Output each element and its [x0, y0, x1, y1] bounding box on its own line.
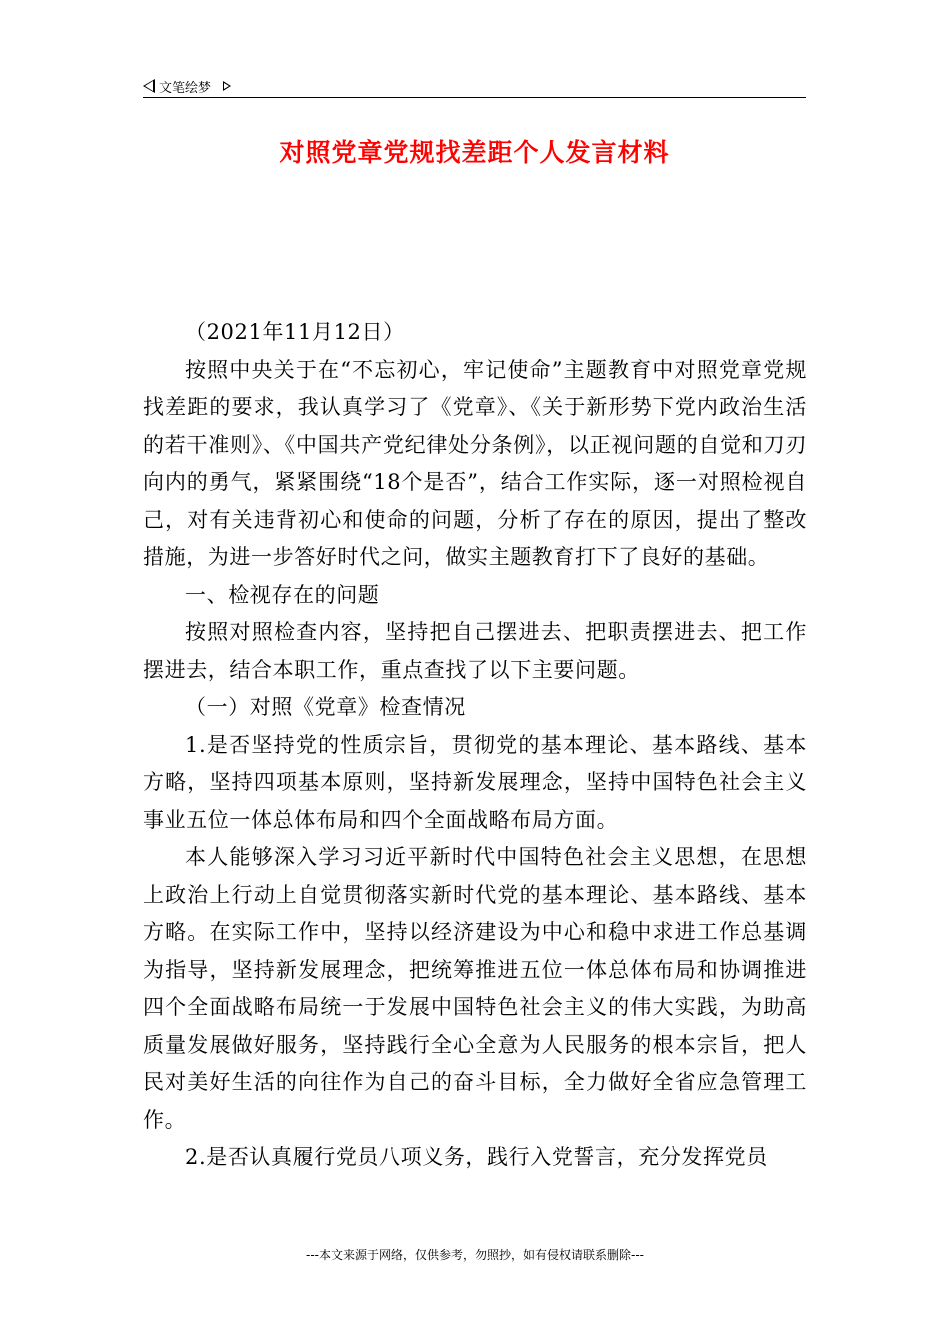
triangle-left-icon [143, 79, 155, 93]
date-line: （2021年11月12日） [185, 320, 405, 344]
document-body [143, 314, 807, 1177]
paragraph: 2.是否认真履行党员八项义务，践行入党誓言，充分发挥党员 [185, 1145, 768, 1169]
document-title: 对照党章党规找差距个人发言材料 [279, 138, 670, 167]
paragraph: 按照中央关于在“不忘初心，牢记使命”主题教育中对照党章党规找差距的要求，我认真学习了《党章》、《关于新形势下党内政治生活的若干准则》、《中国共产党纪律处分条例》，以正视问题的自觉和刀刃向内的勇气，紧紧围绕“18个是否”，结合工作实际，逐一对照检视自己，对有关违背初心和使命的问题，分析了存在的原因，提出了整改措施，为进一步答好时代之问，做实主题教育打下了良好的基础。 [143, 357, 807, 569]
header-divider [143, 97, 806, 98]
paragraph: 1.是否坚持党的性质宗旨，贯彻党的基本理论、基本路线、基本方略，坚持四项基本原则，坚持新发展理念，坚持中国特色社会主义事业五位一体总体布局和四个全面战略布局方面。 [143, 732, 807, 832]
paragraph: 本人能够深入学习习近平新时代中国特色社会主义思想，在思想上政治上行动上自觉贯彻落实新时代党的基本理论、基本路线、基本方略。在实际工作中，坚持以经济建设为中心和稳中求进工作总基调为指导，坚持新发展理念，把统筹推进五位一体总体布局和协调推进四个全面战略布局统一于发展中国特色社会主义的伟大实践，为助高质量发展做好服务，坚持践行全心全意为人民服务的根本宗旨，把人民对美好生活的向往作为自己的奋斗目标，全力做好全省应急管理工作。 [143, 845, 807, 1132]
footer-disclaimer: ---本文来源于网络，仅供参考，勿照抄，如有侵权请联系删除--- [306, 1248, 644, 1262]
subsection-heading: （一）对照《党章》检查情况 [185, 695, 466, 719]
triangle-right-icon [223, 81, 231, 91]
paragraph: 按照对照检查内容，坚持把自己摆进去、把职责摆进去、把工作摆进去，结合本职工作，重点查找了以下主要问题。 [143, 620, 807, 682]
page-header [143, 74, 806, 98]
section-heading: 一、检视存在的问题 [185, 582, 380, 607]
header-brand: 文笔绘梦 [159, 80, 212, 96]
